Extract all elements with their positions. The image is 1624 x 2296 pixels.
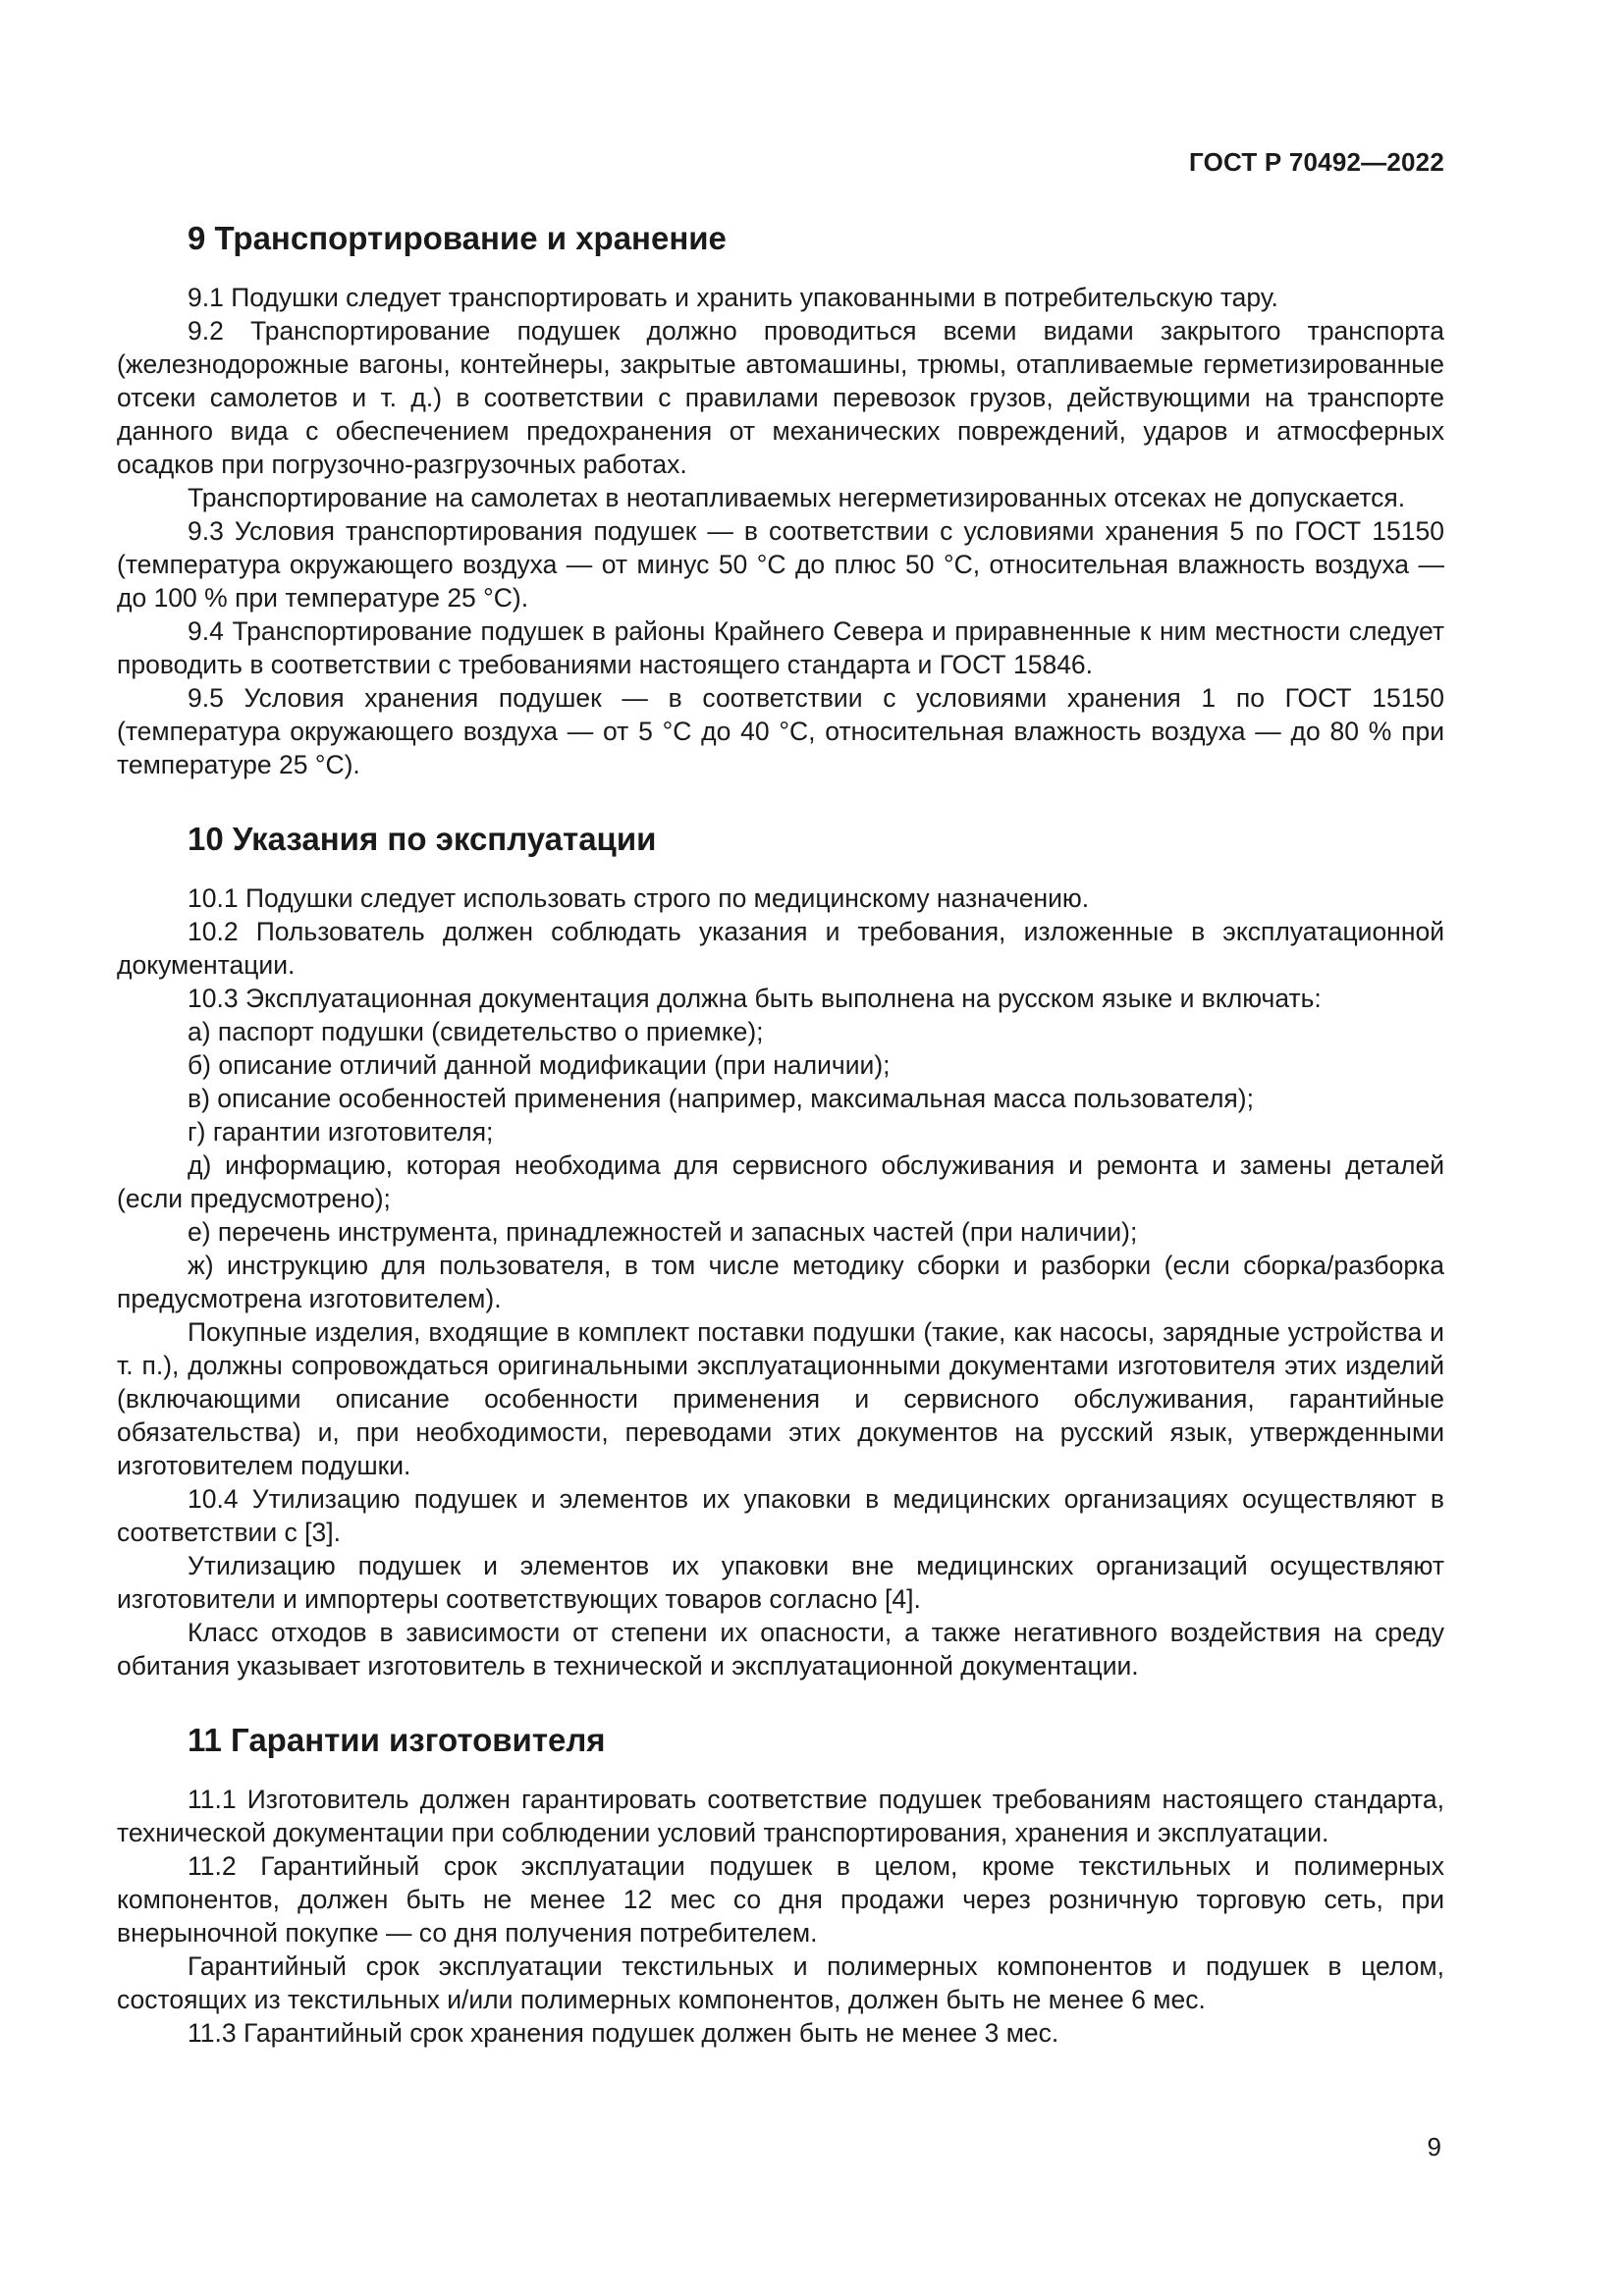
section-title: 11 Гарантии изготовителя xyxy=(188,1722,606,1758)
paragraph: 9.2 Транспортирование подушек должно проводиться всеми видами закрытого транспорта (железнодорожные вагоны, контейнеры, закрытые автомашины, трюмы, отапливаемые герметизированные отсеки самолетов и т. д.) в соответствии с правилами перевозок грузов, действующими на транспорте данного вида с обеспечением предохранения от механических повреждений, ударов и атмосферных осадков при погрузочно-разгрузочных работах. xyxy=(117,316,1444,479)
paragraph: 10.1 Подушки следует использовать строго по медицинскому назначению. xyxy=(188,883,1090,913)
list-item: д) информацию, которая необходима для сервисного обслуживания и ремонта и замены деталей (если предусмотрено); xyxy=(117,1150,1444,1213)
paragraph: 9.4 Транспортирование подушек в районы Крайнего Севера и приравненные к ним местности следует проводить в соответствии с требованиями настоящего стандарта и ГОСТ 15846. xyxy=(117,616,1444,679)
paragraph: Покупные изделия, входящие в комплект поставки подушки (такие, как насосы, зарядные устройства и т. п.), должны сопровождаться оригинальными эксплуатационными документами изготовителя этих изделий (включающими описание особенности применения и сервисного обслуживания, гарантийные обязательства) и, при необходимости, переводами этих документов на русский язык, утвержденными изготовителем подушки. xyxy=(117,1317,1444,1480)
paragraph: 10.4 Утилизацию подушек и элементов их упаковки в медицинских организациях осуществляют в соответствии с [3]. xyxy=(117,1484,1444,1547)
paragraph: Транспортирование на самолетах в неотапливаемых негерметизированных отсеках не допускается. xyxy=(188,483,1406,512)
section-10 xyxy=(117,819,1444,1682)
section-9 xyxy=(117,218,1444,781)
list-item: е) перечень инструмента, принадлежностей и запасных частей (при наличии); xyxy=(188,1217,1138,1247)
section-title: 10 Указания по эксплуатации xyxy=(188,821,657,857)
paragraph: 9.5 Условия хранения подушек — в соответствии с условиями хранения 1 по ГОСТ 15150 (температура окружающего воздуха — от 5 °С до 40 °С, относительная влажность воздуха — до 80 % при температуре 25 °С). xyxy=(117,683,1444,779)
list-item: а) паспорт подушки (свидетельство о приемке); xyxy=(188,1017,764,1046)
list-item: ж) инструкцию для пользователя, в том числе методику сборки и разборки (если сборка/разборка предусмотрена изготовителем). xyxy=(117,1251,1444,1313)
paragraph: 11.3 Гарантийный срок хранения подушек должен быть не менее 3 мес. xyxy=(188,2018,1059,2048)
paragraph: 11.2 Гарантийный срок эксплуатации подушек в целом, кроме текстильных и полимерных компонентов, должен быть не менее 12 мес со дня продажи через розничную торговую сеть, при внерыночной покупке — со дня получения потребителем. xyxy=(117,1851,1444,1948)
paragraph: 10.3 Эксплуатационная документация должна быть выполнена на русском языке и включать: xyxy=(188,984,1322,1013)
paragraph: 10.2 Пользователь должен соблюдать указания и требования, изложенные в эксплуатационной документации. xyxy=(117,917,1444,980)
document-body xyxy=(117,218,1444,2087)
paragraph: Утилизацию подушек и элементов их упаковки вне медицинских организаций осуществляют изготовители и импортеры соответствующих товаров согласно [4]. xyxy=(117,1551,1444,1614)
list-item: б) описание отличий данной модификации (при наличии); xyxy=(188,1050,891,1080)
paragraph: 11.1 Изготовитель должен гарантировать соответствие подушек требованиям настоящего стандарта, технической документации при соблюдении условий транспортирования, хранения и эксплуатации. xyxy=(117,1785,1444,1847)
list-item: г) гарантии изготовителя; xyxy=(188,1117,494,1147)
paragraph: 9.3 Условия транспортирования подушек — в соответствии с условиями хранения 5 по ГОСТ 15150 (температура окружающего воздуха — от минус 50 °С до плюс 50 °С, относительная влажность воздуха — до 100 % при температуре 25 °С). xyxy=(117,516,1444,613)
paragraph: Класс отходов в зависимости от степени их опасности, а также негативного воздействия на среду обитания указывает изготовитель в технической и эксплуатационной документации. xyxy=(117,1618,1444,1681)
page-number: 9 xyxy=(1427,2132,1441,2162)
paragraph: Гарантийный срок эксплуатации текстильных и полимерных компонентов и подушек в целом, состоящих из текстильных и/или полимерных компонентов, должен быть не менее 6 мес. xyxy=(117,1951,1444,2014)
standard-designation: ГОСТ Р 70492—2022 xyxy=(1189,147,1444,177)
section-11 xyxy=(117,1720,1444,2050)
section-title: 9 Транспортирование и хранение xyxy=(188,220,727,256)
paragraph: 9.1 Подушки следует транспортировать и хранить упакованными в потребительскую тару. xyxy=(188,283,1278,312)
list-item: в) описание особенностей применения (например, максимальная масса пользователя); xyxy=(188,1084,1254,1113)
